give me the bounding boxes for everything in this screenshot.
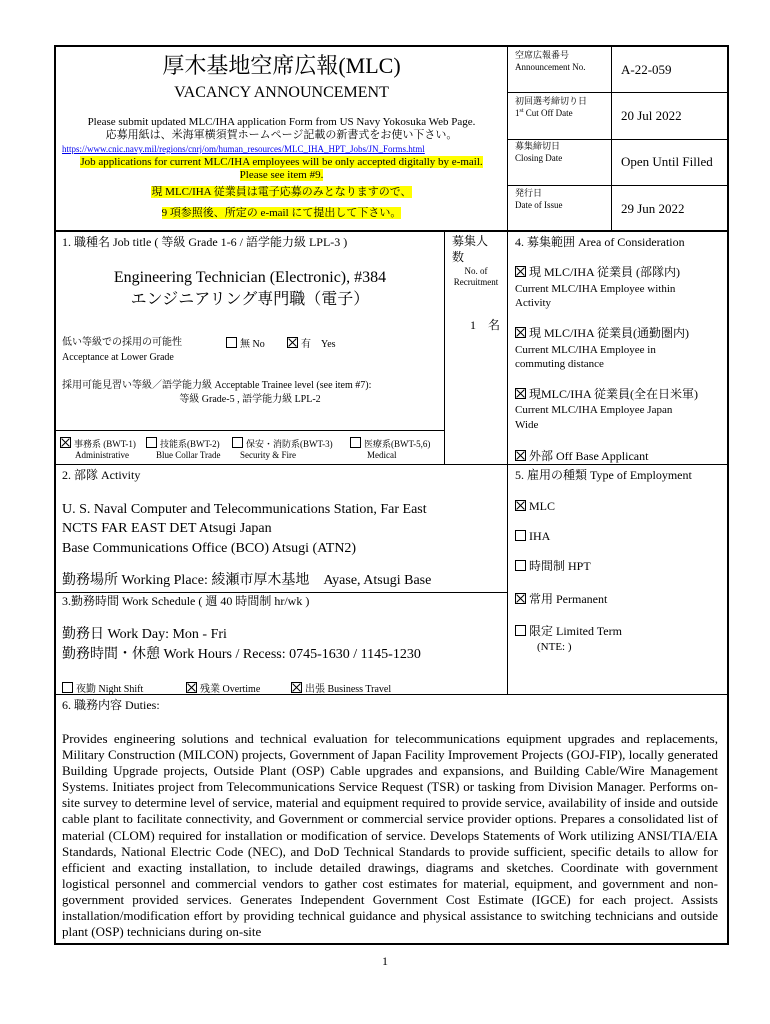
consideration-option-3-en-2: Wide: [515, 419, 539, 431]
employment-permanent-label: 常用 Permanent: [529, 592, 608, 606]
forms-url-link[interactable]: https://www.cnic.navy.mil/regions/cnrj/om/human_resources/MLC_IHA_HPT_Jobs/JN_Forms.html: [62, 144, 425, 154]
digital-notice-jp-2-text: 9 項参照後、所定の e-mail にて提出して下さい。: [161, 207, 402, 219]
activity-top-line: [54, 464, 729, 465]
category-security-fire[interactable]: [232, 437, 333, 449]
employment-mlc-label: MLC: [529, 499, 556, 513]
category-administrative[interactable]: [60, 437, 136, 449]
activity-line-3: Base Communications Office (BCO) Atsugi (ATN2): [62, 541, 357, 556]
consideration-option-2[interactable]: [515, 327, 689, 341]
lower-grade-label-en: Acceptance at Lower Grade: [62, 352, 174, 363]
lower-grade-no-checkbox[interactable]: [226, 337, 237, 348]
info-row-line-2: [507, 139, 728, 140]
employment-iha-option[interactable]: [515, 530, 550, 544]
consideration-option-4-label: 外部 Off Base Applicant: [529, 449, 649, 463]
activity-section-label: 2. 部隊 Activity: [62, 468, 141, 482]
outer-border-bottom: [54, 943, 729, 945]
page-number: 1: [382, 954, 388, 968]
digital-notice-en-1: [56, 156, 507, 169]
trainee-level-line-1: 採用可能見習い等級／語学能力級 Acceptable Trainee level (see item #7):: [62, 380, 372, 391]
employment-iha-checkbox[interactable]: [515, 530, 526, 541]
trainee-level-line-2: 等級 Grade-5 , 語学能力級 LPL-2: [179, 394, 321, 405]
page-title: 厚木基地空席広報(MLC): [162, 53, 401, 78]
overtime-label: 残業 Overtime: [200, 684, 261, 695]
employment-iha-label: IHA: [529, 529, 551, 543]
consideration-option-1-en-2: Activity: [515, 297, 552, 309]
digital-notice-en-2: [56, 169, 507, 182]
employment-nte: (NTE: ): [537, 641, 572, 653]
outer-border-right: [727, 45, 729, 945]
closing-label-jp: 募集締切日: [515, 141, 561, 151]
job-category-top-line: [54, 430, 445, 431]
category-administrative-checkbox[interactable]: [60, 437, 71, 448]
digital-notice-en-1-text: Job applications for current MLC/IHA employees will be only accepted digitally by e-mail.: [80, 156, 483, 168]
lower-grade-yes-label: 有 Yes: [301, 339, 336, 350]
category-medical-checkbox[interactable]: [350, 437, 361, 448]
instruction-en: Please submit updated MLC/IHA application Form from US Navy Yokosuka Web Page.: [87, 116, 476, 128]
consideration-option-3[interactable]: [515, 388, 698, 402]
employment-mlc-option[interactable]: [515, 500, 555, 514]
info-row-line-1: [507, 92, 728, 93]
employment-hpt-option[interactable]: [515, 560, 591, 574]
consideration-option-4[interactable]: [515, 450, 648, 464]
employment-permanent-checkbox[interactable]: [515, 593, 526, 604]
digital-notice-jp-1: [56, 186, 507, 199]
category-security-fire-label: 保安・消防系(BWT-3): [246, 439, 333, 449]
recruit-count: 1 名: [470, 318, 501, 332]
employment-limited-label: 限定 Limited Term: [529, 624, 622, 638]
consideration-option-1-checkbox[interactable]: [515, 266, 526, 277]
employment-hpt-checkbox[interactable]: [515, 560, 526, 571]
cutoff-label-en: [515, 108, 573, 118]
consideration-option-2-label: 現 MLC/IHA 従業員(通勤圏内): [529, 326, 689, 340]
job-title-jp: エンジニアリング専門職（電子）: [130, 291, 370, 308]
issue-label-jp: 発行日: [515, 188, 543, 198]
recruit-label-jp-2: 数: [452, 250, 465, 264]
category-blue-collar[interactable]: [146, 437, 220, 449]
lower-grade-yes-option[interactable]: [287, 337, 336, 351]
consideration-section-label: 4. 募集範囲 Area of Consideration: [515, 235, 685, 249]
lower-grade-no-label: 無 No: [240, 339, 265, 350]
consideration-option-3-checkbox[interactable]: [515, 388, 526, 399]
overtime-option[interactable]: [186, 682, 260, 696]
recruit-label-en-1: No. of: [464, 266, 488, 276]
duties-text: Provides engineering solutions and technical evaluation for telecommunications equipment upgrades and replacements, Military Construction (MILCON) projects, Government of Japan Facility Improvement Projects (GOJ-FIP), locally generated Building Upgrade projects, Outside Plant (OSP) Cable upgrades and expansions, and Building Cable/Wire Management Systems. Initiates project from Telecommunications Service Request (TSR) or tasking from Division Manager. Performs on-site survey to determine level of service, material and equipment required to provide service, availability of inside and outside cable plant to facilitate connectivity, and Government or commercial service provider options. Prepares a consolidated list of material (CLOM) required for installation or modification of service. Develops Statements of Work utilizing ANSI/TIA/EIA Standards, National Electric Code (NEC), and DoD Technical Standards to provide sufficient, specific details to allow for efficient and exacting installation, to include detailed drawings, diagrams and sketches. Coordinate with government logistical personnel and commercial vendors to gather cost estimates for material, equipment, and government and non-government provided services. Generates Independent Government Cost Estimate (IGCE) for each project. Assists installation/modification effort by providing technical guidance and physical assistance to switching technicians and outside plant (OSP) technicians during on-site: [62, 731, 718, 940]
consideration-option-1[interactable]: [515, 266, 680, 280]
night-shift-option[interactable]: [62, 682, 143, 696]
digital-notice-jp-2: [56, 207, 507, 220]
job-title-section-label: 1. 職種名 Job title ( 等級 Grade 1-6 / 語学能力級 LPL-3 ): [62, 235, 348, 249]
instruction-jp: 応募用紙は、米海軍横須賀ホームページ記載の新書式をお使い下さい。: [105, 129, 458, 141]
consideration-option-2-en-2: commuting distance: [515, 358, 604, 370]
duties-top-line: [54, 694, 729, 695]
business-travel-label: 出張 Business Travel: [305, 684, 392, 695]
consideration-option-3-label: 現MLC/IHA 従業員(全在日米軍): [529, 387, 698, 401]
duties-section-label: 6. 職務内容 Duties:: [62, 698, 160, 712]
consideration-option-4-checkbox[interactable]: [515, 450, 526, 461]
cutoff-value: 20 Jul 2022: [621, 108, 682, 123]
employment-limited-checkbox[interactable]: [515, 625, 526, 636]
schedule-section-label: 3.勤務時間 Work Schedule ( 週 40 時間制 hr/wk ): [62, 594, 310, 608]
lower-grade-yes-checkbox[interactable]: [287, 337, 298, 348]
employment-permanent-option[interactable]: [515, 593, 607, 607]
digital-notice-en-2-text: Please see item #9.: [239, 169, 324, 181]
night-shift-checkbox[interactable]: [62, 682, 73, 693]
outer-border-top: [54, 45, 729, 47]
page-subtitle: VACANCY ANNOUNCEMENT: [174, 84, 389, 101]
employment-mlc-checkbox[interactable]: [515, 500, 526, 511]
cutoff-label-jp: 初回選考締切り日: [515, 96, 588, 106]
category-medical[interactable]: [350, 437, 430, 449]
recruit-label-en-2: Recruitment: [453, 277, 499, 287]
cutoff-label-en-post: Cut Off Date: [523, 108, 573, 118]
night-shift-label: 夜勤 Night Shift: [76, 684, 144, 695]
employment-hpt-label: 時間制 HPT: [529, 559, 591, 573]
work-day: 勤務日 Work Day: Mon - Fri: [62, 627, 227, 642]
closing-value: Open Until Filled: [621, 154, 713, 169]
header-divider-vertical: [507, 45, 508, 230]
lower-grade-no-option[interactable]: [226, 337, 265, 351]
category-blue-collar-label: 技能系(BWT-2): [160, 439, 220, 449]
category-medical-sub: Medical: [367, 450, 397, 460]
employment-section-label: 5. 雇用の種類 Type of Employment: [515, 468, 692, 482]
info-row-line-3: [507, 185, 728, 186]
recruit-label-jp-1: 募集人: [452, 234, 489, 248]
lower-grade-label-jp: 低い等級での採用の可能性: [62, 337, 182, 348]
consideration-option-2-en-1: Current MLC/IHA Employee in: [515, 344, 656, 356]
cutoff-label-en-pre: 1: [515, 108, 520, 118]
announcement-label-en: Announcement No.: [515, 62, 586, 72]
announcement-label-jp: 空席広報番号: [515, 50, 570, 60]
category-security-fire-sub: Security & Fire: [240, 450, 296, 460]
consideration-option-3-en-1: Current MLC/IHA Employee Japan: [515, 404, 673, 416]
category-security-fire-checkbox[interactable]: [232, 437, 243, 448]
overtime-checkbox[interactable]: [186, 682, 197, 693]
business-travel-checkbox[interactable]: [291, 682, 302, 693]
working-place: 勤務場所 Working Place: 綾瀬市厚木基地 Ayase, Atsugi Base: [62, 573, 432, 588]
business-travel-option[interactable]: [291, 682, 391, 696]
header-bottom-line: [54, 230, 729, 232]
cutoff-label-en-sup: st: [519, 108, 524, 114]
category-administrative-sub: Administrative: [75, 450, 129, 460]
recruit-right-line: [507, 230, 508, 694]
consideration-option-1-en-1: Current MLC/IHA Employee within: [515, 283, 676, 295]
category-medical-label: 医療系(BWT-5,6): [364, 439, 431, 449]
activity-line-1: U. S. Naval Computer and Telecommunications Station, Far East: [62, 502, 427, 517]
consideration-option-1-label: 現 MLC/IHA 従業員 (部隊内): [529, 265, 680, 279]
consideration-option-2-checkbox[interactable]: [515, 327, 526, 338]
issue-value: 29 Jun 2022: [621, 201, 685, 216]
category-blue-collar-sub: Blue Collar Trade: [156, 450, 221, 460]
activity-line-2: NCTS FAR EAST DET Atsugi Japan: [62, 521, 272, 536]
category-administrative-label: 事務系 (BWT-1): [74, 439, 136, 449]
digital-notice-jp-1-text: 現 MLC/IHA 従業員は電子応募のみとなりますので、: [151, 186, 412, 198]
work-hours: 勤務時間・休憩 Work Hours / Recess: 0745-1630 / 1145-1230: [62, 647, 421, 662]
schedule-top-line: [54, 592, 508, 593]
announcement-value: A-22-059: [621, 62, 672, 77]
info-value-divider: [611, 45, 612, 230]
issue-label-en: Date of Issue: [515, 200, 563, 210]
category-blue-collar-checkbox[interactable]: [146, 437, 157, 448]
closing-label-en: Closing Date: [515, 153, 563, 163]
employment-limited-option[interactable]: [515, 625, 622, 639]
job-title-en: Engineering Technician (Electronic), #384: [113, 269, 387, 286]
